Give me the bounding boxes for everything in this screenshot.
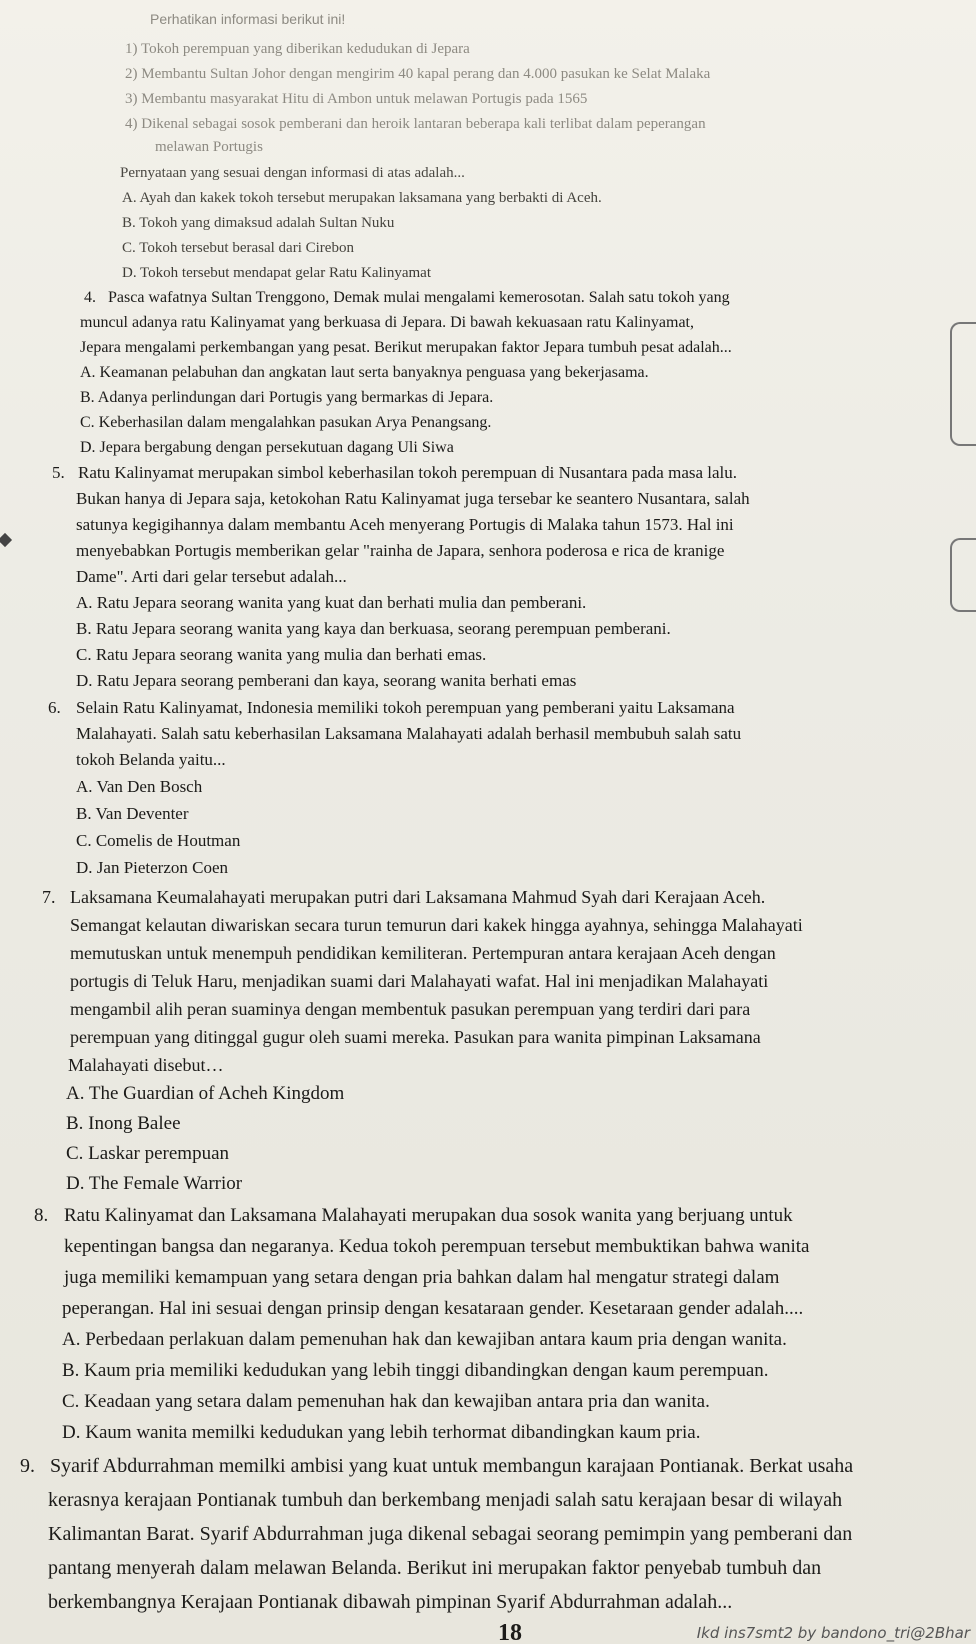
q7-text: memutuskan untuk menempuh pendidikan kemiliteran. Pertempuran antara kerajaan Aceh dengan	[70, 943, 776, 963]
q7-text: mengambil alih peran suaminya dengan membentuk pasukan perempuan yang terdiri dari para	[70, 999, 751, 1019]
q8-option: B. Kaum pria memiliki kedudukan yang lebih tinggi dibandingkan dengan kaum perempuan.	[62, 1360, 769, 1381]
question-number: 5.	[52, 463, 65, 482]
q7-option: B. Inong Balee	[66, 1113, 181, 1134]
q3-option: A. Ayah dan kakek tokoh tersebut merupakan laksamana yang berbakti di Aceh.	[122, 190, 602, 206]
question-number: 8.	[34, 1205, 49, 1226]
q4-option: D. Jepara bergabung dengan persekutuan dagang Uli Siwa	[80, 439, 454, 456]
q7-text: Laksamana Keumalahayati merupakan putri dari Laksamana Mahmud Syah dari Kerajaan Aceh.	[70, 887, 766, 907]
q8-option: C. Keadaan yang setara dalam pemenuhan hak dan kewajiban antara pria dan wanita.	[62, 1391, 710, 1412]
q4-option: B. Adanya perlindungan dari Portugis yang bermarkas di Jepara.	[80, 389, 494, 406]
q8-text: juga memiliki kemampuan yang setara dengan pria bahkan dalam hal mengatur strategi dalam	[64, 1267, 780, 1288]
q7-text: perempuan yang ditinggal gugur oleh suami mereka. Pasukan para wanita pimpinan Laksamana	[70, 1027, 761, 1047]
q3-item: melawan Portugis	[155, 139, 263, 155]
q6-option: D. Jan Pieterzon Coen	[76, 858, 229, 877]
q5-option: B. Ratu Jepara seorang wanita yang kaya dan berkuasa, seorang perempuan pemberani.	[76, 619, 671, 638]
q6-option: B. Van Deventer	[76, 804, 189, 823]
q8-text: peperangan. Hal ini sesuai dengan prinsip dengan kesataraan gender. Kesetaraan gender adalah....	[62, 1298, 804, 1319]
q6-text: Selain Ratu Kalinyamat, Indonesia memiliki tokoh perempuan yang pemberani yaitu Laksamana	[76, 698, 735, 717]
q3-item: 4) Dikenal sebagai sosok pemberani dan heroik lantaran beberapa kali terlibat dalam peperangan	[125, 116, 706, 132]
q5-text: menyebabkan Portugis memberikan gelar "rainha de Japara, senhora poderosa e rica de kranige	[76, 541, 725, 560]
q7-option: A. The Guardian of Acheh Kingdom	[66, 1083, 345, 1104]
q4-option: A. Keamanan pelabuhan dan angkatan laut serta banyaknya penguasa yang bekerjasama.	[80, 364, 649, 381]
q5-text: Ratu Kalinyamat merupakan simbol keberhasilan tokoh perempuan di Nusantara pada masa lalu.	[78, 463, 738, 482]
q8-text: kepentingan bangsa dan negaranya. Kedua tokoh perempuan tersebut membuktikan bahwa wanita	[64, 1236, 810, 1257]
q5-option: A. Ratu Jepara seorang wanita yang kuat dan berhati mulia dan pemberani.	[76, 593, 587, 612]
q7-option: D. The Female Warrior	[66, 1173, 243, 1194]
q7-option: C. Laskar perempuan	[66, 1143, 230, 1164]
q8-option: D. Kaum wanita memilki kedudukan yang lebih terhormat dibandingkan kaum pria.	[62, 1422, 701, 1443]
q3-option: B. Tokoh yang dimaksud adalah Sultan Nuku	[122, 215, 395, 231]
q3-item: 2) Membantu Sultan Johor dengan mengirim 40 kapal perang dan 4.000 pasukan ke Selat Malaka	[125, 66, 711, 82]
q4-text: muncul adanya ratu Kalinyamat yang berkuasa di Jepara. Di bawah kekuasaan ratu Kalinyamat,	[80, 314, 694, 331]
q9-text: pantang menyerah dalam melawan Belanda. Berikut ini merupakan faktor penyebab tumbuh dan	[48, 1557, 822, 1579]
q7-text: Malahayati disebut…	[68, 1055, 224, 1075]
q8-text: Ratu Kalinyamat dan Laksamana Malahayati merupakan dua sosok wanita yang berjuang untuk	[64, 1205, 793, 1226]
q9-text: berkembangnya Kerajaan Pontianak dibawah pimpinan Syarif Abdurrahman adalah...	[48, 1591, 733, 1613]
page-footnote: Ikd ins7smt2 by bandono_tri@2Bhar	[696, 1624, 970, 1642]
q6-option: A. Van Den Bosch	[76, 777, 203, 796]
q5-text: satunya kegigihannya dalam membantu Aceh menyerang Portugis di Malaka tahun 1573. Hal ini	[76, 515, 734, 534]
margin-bracket-mark	[950, 322, 976, 446]
q8-option: A. Perbedaan perlakuan dalam pemenuhan hak dan kewajiban antara kaum pria dengan wanita.	[62, 1329, 787, 1350]
q5-option: D. Ratu Jepara seorang pemberani dan kaya, seorang wanita berhati emas	[76, 671, 577, 690]
q4-text: Pasca wafatnya Sultan Trenggono, Demak mulai mengalami kemerosotan. Salah satu tokoh yang	[108, 289, 730, 306]
q6-text: Malahayati. Salah satu keberhasilan Laksamana Malahayati adalah berhasil membubuh salah satu	[76, 724, 742, 743]
q3-intro: Perhatikan informasi berikut ini!	[150, 11, 346, 27]
q9-text: Kalimantan Barat. Syarif Abdurrahman juga dikenal sebagai seorang pemimpin yang pemberani dan	[48, 1523, 853, 1545]
q6-text: tokoh Belanda yaitu...	[76, 750, 226, 769]
question-number: 9.	[20, 1455, 35, 1477]
question-number: 4.	[84, 289, 96, 306]
q6-option: C. Comelis de Houtman	[76, 831, 241, 850]
q3-item: 3) Membantu masyarakat Hitu di Ambon untuk melawan Portugis pada 1565	[125, 91, 588, 107]
q9-text: kerasnya kerajaan Pontianak tumbuh dan berkembang menjadi salah satu kerajaan besar di wilayah	[48, 1489, 843, 1511]
q3-question: Pernyataan yang sesuai dengan informasi di atas adalah...	[120, 165, 465, 181]
q3-option: C. Tokoh tersebut berasal dari Cirebon	[122, 240, 354, 256]
question-number: 6.	[48, 698, 61, 717]
q3-option: D. Tokoh tersebut mendapat gelar Ratu Kalinyamat	[122, 265, 432, 281]
q4-option: C. Keberhasilan dalam mengalahkan pasukan Arya Penangsang.	[80, 414, 492, 431]
q7-text: Semangat kelautan diwariskan secara turun temurun dari kakek hingga ayahnya, sehingga Malahayati	[70, 915, 803, 935]
q9-text: Syarif Abdurrahman memilki ambisi yang kuat untuk membangun karajaan Pontianak. Berkat usaha	[50, 1455, 854, 1477]
binding-mark-icon	[0, 533, 12, 547]
q7-text: portugis di Teluk Haru, menjadikan suami dari Malahayati wafat. Hal ini menjadikan Malahayati	[70, 971, 769, 991]
q5-option: C. Ratu Jepara seorang wanita yang mulia dan berhati emas.	[76, 645, 487, 664]
q4-text: Jepara mengalami perkembangan yang pesat. Berikut merupakan faktor Jepara tumbuh pesat adalah...	[80, 339, 732, 356]
q5-text: Dame". Arti dari gelar tersebut adalah...	[76, 567, 347, 586]
page-number: 18	[498, 1620, 522, 1644]
q5-text: Bukan hanya di Jepara saja, ketokohan Ratu Kalinyamat juga tersebar ke seantero Nusantara, salah	[76, 489, 750, 508]
q3-item: 1) Tokoh perempuan yang diberikan kedudukan di Jepara	[125, 41, 470, 57]
question-number: 7.	[42, 887, 56, 907]
margin-bracket-mark	[950, 538, 976, 612]
